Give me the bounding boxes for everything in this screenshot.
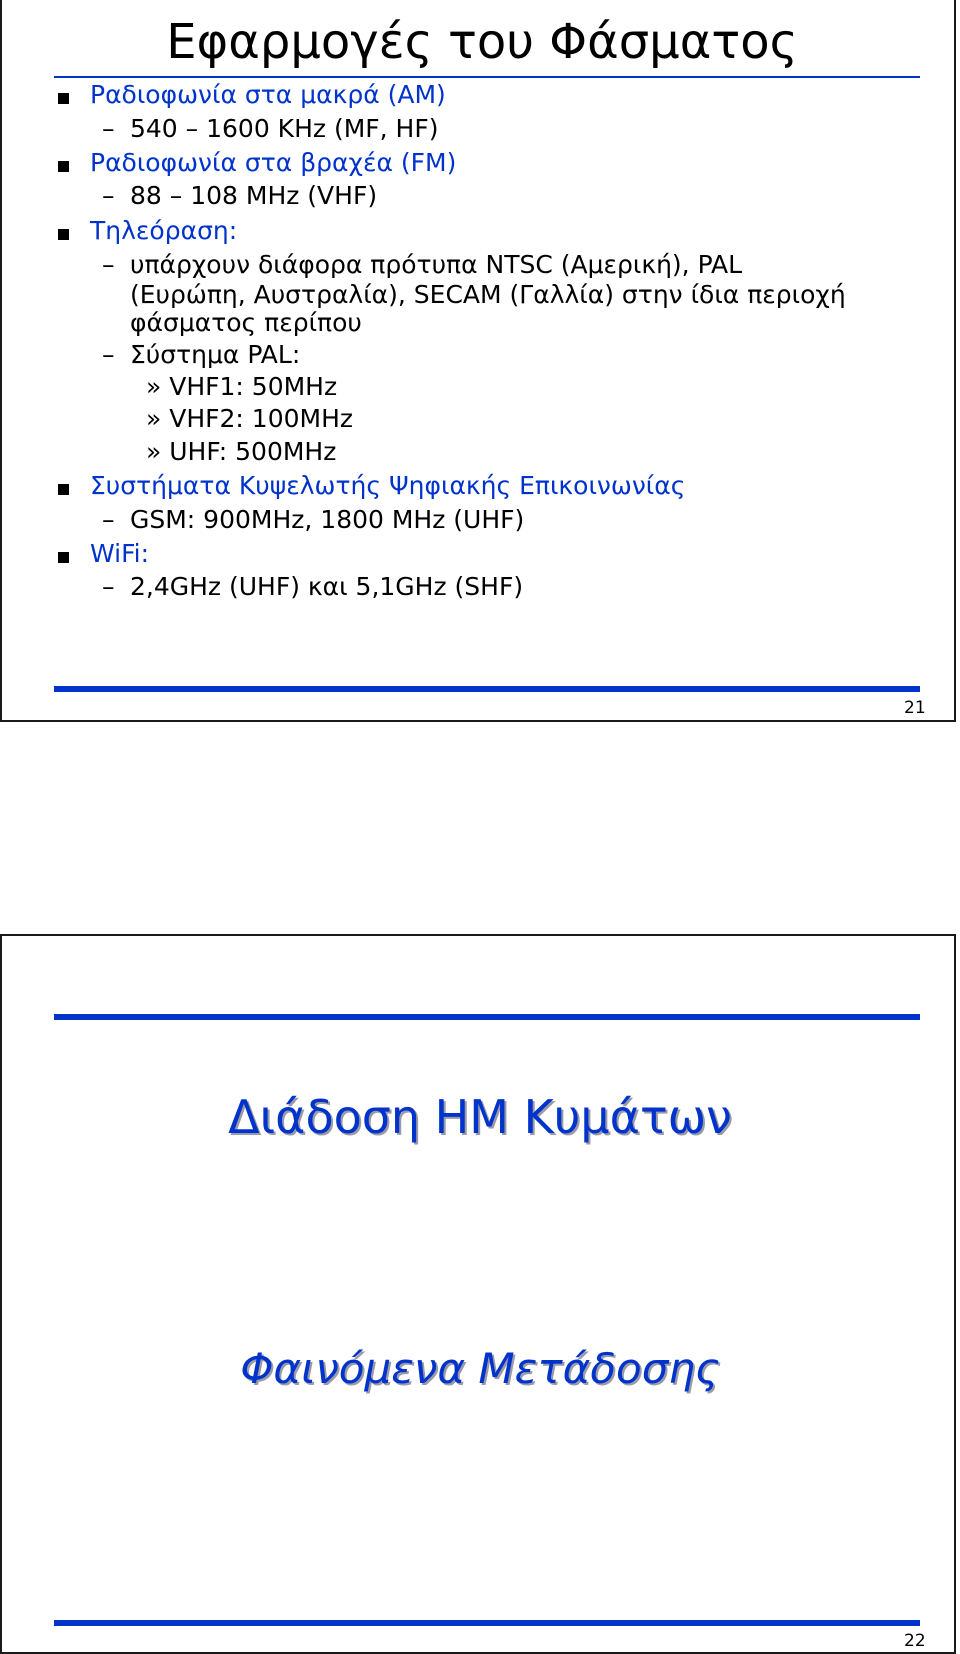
list-item-pal: Σύστημα PAL: [130,340,301,369]
header-rule [54,1014,920,1020]
bullet-icon [58,93,69,104]
page-number: 21 [904,698,926,718]
slide-22 [0,934,956,1654]
list-item-am: Ραδιοφωνία στα μακρά (AM) [90,80,446,109]
list-item-wifi: WiFi: [90,539,150,568]
section-title: Διάδοση ΗΜ Κυμάτων [228,1090,732,1144]
list-item-fm: Ραδιοφωνία στα βραχέα (FM) [90,148,457,177]
bullet-icon [58,229,69,240]
footer-rule [54,1620,920,1626]
section-subtitle: Φαινόμενα Μετάδοσης [240,1344,720,1393]
list-item-gsm: GSM: 900MHz, 1800 MHz (UHF) [130,505,525,534]
dash-icon: – [102,340,115,369]
dash-icon: – [102,181,115,210]
slide-title: Εφαρμογές του Φάσματος [166,14,798,70]
list-item-vhf2: » VHF2: 100MHz [146,404,354,433]
list-item-uhf: » UHF: 500MHz [146,437,337,466]
dash-icon: – [102,250,115,279]
list-item-tv-standards-1: υπάρχουν διάφορα πρότυπα NTSC (Αμερική), PAL [130,250,743,279]
list-item-tv-standards-3: φάσματος περίπου [130,308,362,337]
list-item-wifi-bands: 2,4GHz (UHF) και 5,1GHz (SHF) [130,572,524,601]
dash-icon: – [102,114,115,143]
list-item-fm-range: 88 – 108 MHz (VHF) [130,181,378,210]
bullet-icon [58,161,69,172]
title-rule [54,76,920,78]
list-item-vhf1: » VHF1: 50MHz [146,372,338,401]
list-item-am-range: 540 – 1600 KHz (MF, HF) [130,114,439,143]
page-number: 22 [904,1631,926,1651]
dash-icon: – [102,505,115,534]
footer-rule [54,686,920,692]
list-item-tv-standards-2: (Ευρώπη, Αυστραλία), SECAM (Γαλλία) στην ίδια περιοχή [130,280,846,309]
bullet-icon [58,552,69,563]
slide-21 [0,0,956,722]
bullet-icon [58,484,69,495]
list-item-cellular: Συστήματα Κυψελωτής Ψηφιακής Επικοινωνίας [90,471,686,500]
list-item-tv: Τηλεόραση: [90,216,238,245]
dash-icon: – [102,572,115,601]
